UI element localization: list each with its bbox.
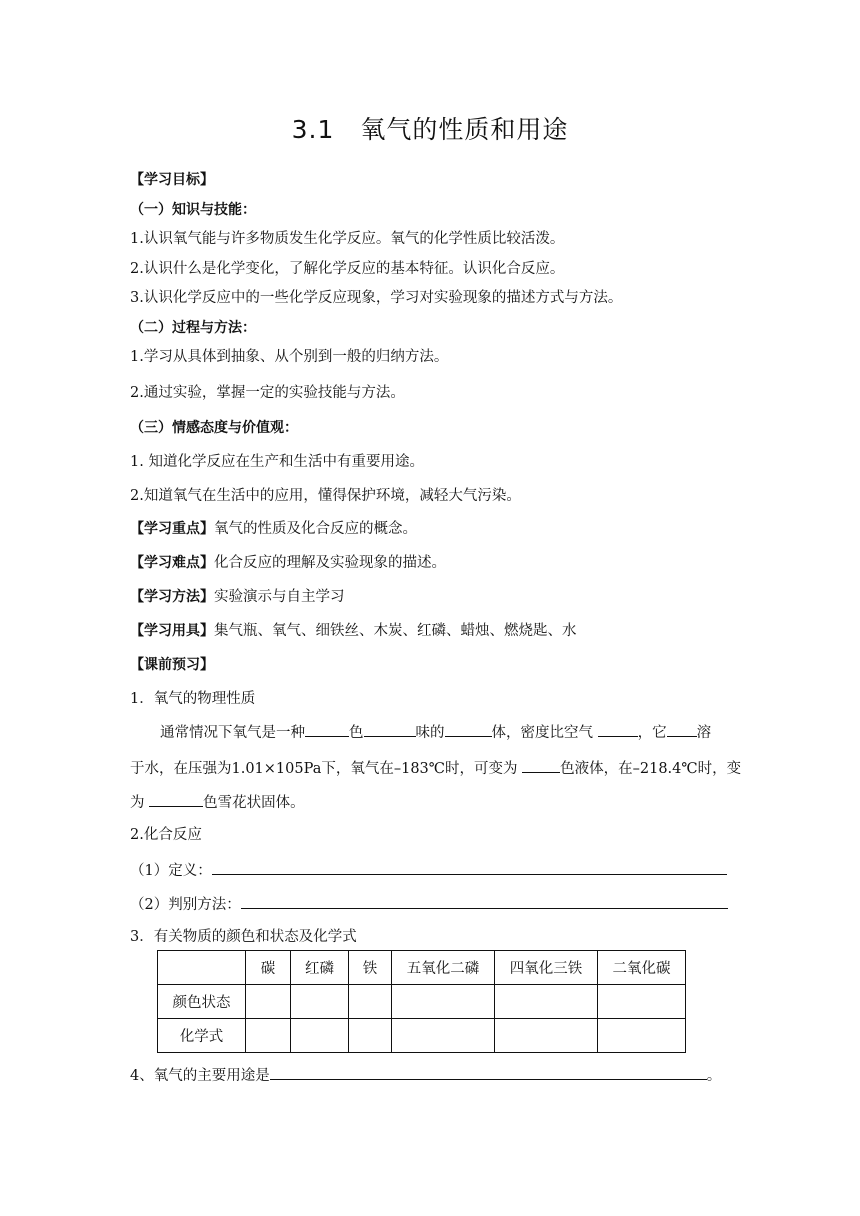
q1-text: 色 bbox=[349, 725, 364, 741]
process-heading: （二）过程与方法： bbox=[130, 320, 256, 336]
table-cell[interactable] bbox=[392, 985, 495, 1019]
blank-solubility[interactable] bbox=[667, 721, 697, 737]
q2-title: 2.化合反应 bbox=[130, 827, 202, 843]
tools-label: 【学习用具】 bbox=[130, 623, 214, 639]
table-cell[interactable] bbox=[246, 985, 291, 1019]
judge-label: （2）判别方法： bbox=[130, 897, 241, 913]
objectives-heading: 【学习目标】 bbox=[130, 172, 214, 188]
q4-row bbox=[130, 1064, 721, 1086]
definition-blank[interactable] bbox=[212, 859, 727, 875]
table-cell[interactable] bbox=[598, 985, 686, 1019]
knowledge-item: 1.认识氧气能与许多物质发生化学反应。氧气的化学性质比较活泼。 bbox=[130, 231, 565, 247]
method-text: 实验演示与自主学习 bbox=[214, 589, 345, 605]
q1-text: 于水，在压强为1.01×105Pa下，氧气在–183℃时，可变为 bbox=[130, 761, 518, 777]
q2-definition-row bbox=[130, 859, 727, 881]
process-item: 1.学习从具体到抽象、从个别到一般的归纳方法。 bbox=[130, 349, 449, 365]
tools-row bbox=[130, 621, 577, 641]
attitude-heading: （三）情感态度与价值观： bbox=[130, 420, 298, 436]
table-header-cell: 红磷 bbox=[291, 951, 349, 985]
table-header-cell bbox=[158, 951, 246, 985]
substance-table bbox=[157, 950, 686, 1053]
key-point-text: 氧气的性质及化合反应的概念。 bbox=[214, 521, 417, 537]
q1-text: 溶 bbox=[696, 725, 712, 741]
q3-title: 3．有关物质的颜色和状态及化学式 bbox=[130, 929, 357, 945]
attitude-item: 2.知道氧气在生活中的应用，懂得保护环境，减轻大气污染。 bbox=[130, 488, 521, 504]
table-header-row bbox=[158, 951, 686, 985]
difficulty-row bbox=[130, 553, 446, 573]
q4-end: 。 bbox=[706, 1068, 722, 1084]
table-cell[interactable] bbox=[291, 1019, 349, 1053]
q1-text: 为 bbox=[130, 795, 145, 811]
q1-text: 味的 bbox=[415, 725, 445, 741]
q1-text: 体，密度比空气 bbox=[491, 725, 593, 741]
q1-paragraph-line2 bbox=[130, 757, 741, 779]
tools-text: 集气瓶、氧气、细铁丝、木炭、红磷、蜡烛、燃烧匙、水 bbox=[214, 623, 577, 639]
definition-label: （1）定义： bbox=[130, 863, 212, 879]
key-point-row bbox=[130, 519, 417, 539]
table-cell[interactable] bbox=[349, 985, 392, 1019]
table-cell[interactable] bbox=[598, 1019, 686, 1053]
table-cell[interactable] bbox=[495, 985, 598, 1019]
table-header-cell: 碳 bbox=[246, 951, 291, 985]
method-label: 【学习方法】 bbox=[130, 589, 214, 605]
table-cell[interactable] bbox=[495, 1019, 598, 1053]
preview-heading: 【课前预习】 bbox=[130, 657, 214, 673]
table-row bbox=[158, 985, 686, 1019]
blank-color[interactable] bbox=[305, 721, 349, 737]
key-point-label: 【学习重点】 bbox=[130, 521, 214, 537]
blank-density[interactable] bbox=[598, 721, 638, 737]
table-row-label: 化学式 bbox=[158, 1019, 246, 1053]
table-header-cell: 铁 bbox=[349, 951, 392, 985]
attitude-item: 1. 知道化学反应在生产和生活中有重要用途。 bbox=[130, 454, 424, 470]
q2-judge-row bbox=[130, 893, 728, 915]
knowledge-item: 3.认识化学反应中的一些化学反应现象，学习对实验现象的描述方式与方法。 bbox=[130, 290, 623, 306]
q1-title: 1．氧气的物理性质 bbox=[130, 691, 256, 707]
q1-text: ，它 bbox=[637, 725, 667, 741]
table-header-cell: 五氧化二磷 bbox=[392, 951, 495, 985]
table-row bbox=[158, 1019, 686, 1053]
knowledge-heading: （一）知识与技能： bbox=[130, 202, 256, 218]
difficulty-label: 【学习难点】 bbox=[130, 555, 214, 571]
q4-blank[interactable] bbox=[270, 1064, 707, 1080]
difficulty-text: 化合反应的理解及实验现象的描述。 bbox=[214, 555, 446, 571]
blank-odor[interactable] bbox=[364, 721, 416, 737]
table-row-label: 颜色状态 bbox=[158, 985, 246, 1019]
q1-paragraph-line1 bbox=[160, 721, 711, 743]
process-item: 2.通过实验，掌握一定的实验技能与方法。 bbox=[130, 385, 405, 401]
q4-text: 4、氧气的主要用途是 bbox=[130, 1068, 270, 1084]
blank-liquid-color[interactable] bbox=[522, 757, 560, 773]
table-cell[interactable] bbox=[246, 1019, 291, 1053]
q1-text: 色雪花状固体。 bbox=[203, 795, 305, 811]
q1-text: 色液体，在–218.4℃时，变 bbox=[560, 761, 742, 777]
table-header-cell: 四氧化三铁 bbox=[495, 951, 598, 985]
q1-text: 通常情况下氧气是一种 bbox=[160, 725, 305, 741]
table-header-cell: 二氧化碳 bbox=[598, 951, 686, 985]
judge-blank[interactable] bbox=[241, 893, 728, 909]
table-cell[interactable] bbox=[349, 1019, 392, 1053]
q1-paragraph-line3 bbox=[130, 791, 305, 813]
knowledge-item: 2.认识什么是化学变化，了解化学反应的基本特征。认识化合反应。 bbox=[130, 261, 565, 277]
blank-solid-color[interactable] bbox=[149, 791, 203, 807]
blank-state[interactable] bbox=[445, 721, 492, 737]
method-row bbox=[130, 587, 345, 607]
table-cell[interactable] bbox=[291, 985, 349, 1019]
table-cell[interactable] bbox=[392, 1019, 495, 1053]
page-title: 3.1 氧气的性质和用途 bbox=[291, 115, 569, 144]
